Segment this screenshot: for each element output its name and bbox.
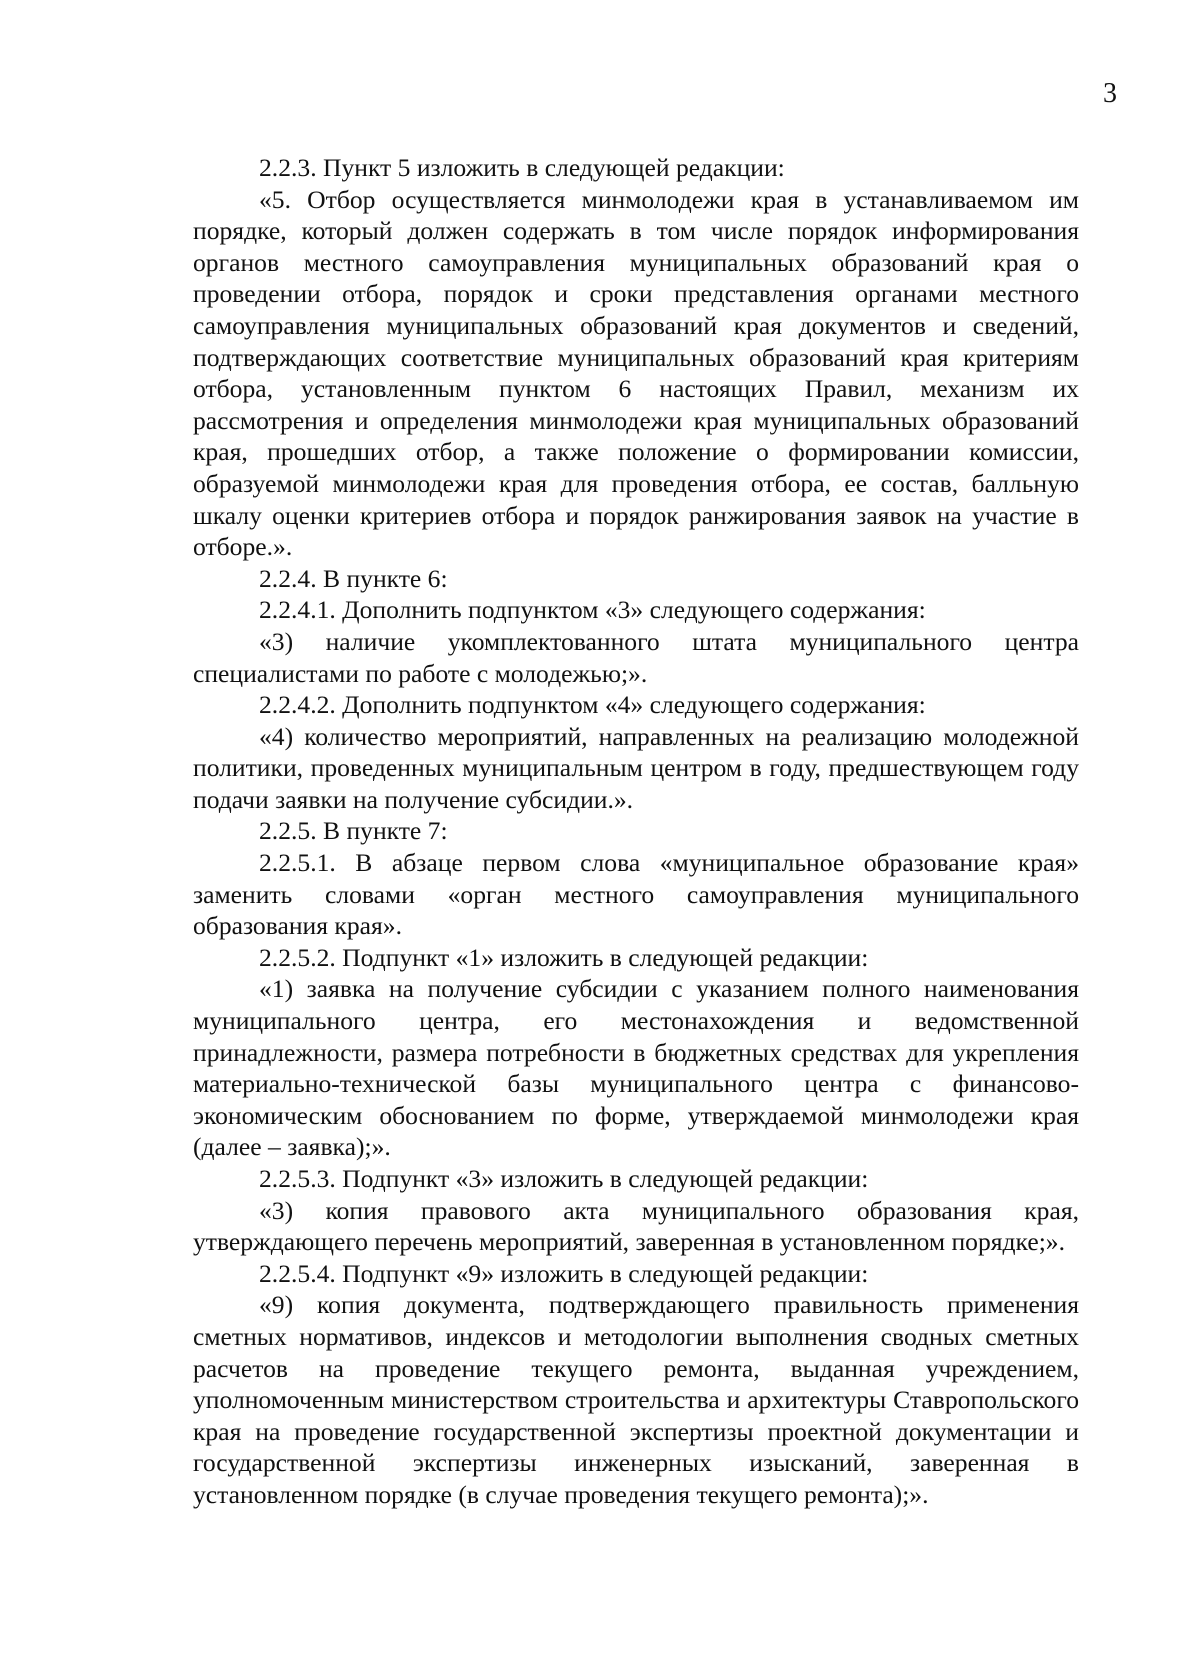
paragraph-subclause-3-new-text: «3) копия правового акта муниципального образования края, утверждающего перечень мероприятий, заверенная в установленном порядке;». [193, 1195, 1079, 1257]
paragraph-2-2-4-1: 2.2.4.1. Дополнить подпунктом «3» следующего содержания: [259, 595, 926, 625]
paragraph-subclause-3-text: «3) наличие укомплектованного штата муниципального центра специалистами по работе с молодежью;». [193, 626, 1079, 688]
paragraph-2-2-5-3: 2.2.5.3. Подпункт «3» изложить в следующей редакции: [259, 1164, 869, 1193]
paragraph-2-2-4: 2.2.4. В пункте 6: [259, 563, 448, 593]
paragraph-2-2-5-1: 2.2.5.1. В абзаце первом слова «муниципальное образование края» заменить словами «орган местного самоуправления муниципального образования края». [193, 848, 1079, 941]
paragraph-subclause-1-text: «1) заявка на получение субсидии с указанием полного наименования муниципального центра, его местонахождения и ведомственной принадлежности, размера потребности в бюджетных средствах для укрепления материально-технической базы муниципального центра с финансово-экономическим обоснованием по форме, утверждаемой минмолодежи края (далее – заявка);». [193, 974, 1079, 1162]
paragraph-2-2-5-2: 2.2.5.2. Подпункт «1» изложить в следующей редакции: [259, 942, 869, 972]
paragraph-2-2-5-4: 2.2.5.4. Подпункт «9» изложить в следующей редакции: [259, 1258, 869, 1288]
document-body [193, 152, 1079, 1511]
paragraph-subclause-4-text: «4) количество мероприятий, направленных на реализацию молодежной политики, проведенных муниципальным центром в году, предшествующем году подачи заявки на получение субсидии.». [193, 721, 1079, 814]
paragraph-2-2-4-2: 2.2.4.2. Дополнить подпунктом «4» следующего содержания: [259, 690, 926, 720]
paragraph-2-2-5: 2.2.5. В пункте 7: [259, 816, 448, 846]
page-number: 3 [1103, 78, 1117, 109]
paragraph-clause-5-text: «5. Отбор осуществляется минмолодежи края в устанавливаемом им порядке, который должен содержать в том числе порядок информирования органов местного самоуправления муниципальных образований края о проведении отбора, порядок и сроки представления органами местного самоуправления муниципальных образований края документов и сведений, подтверждающих соответствие муниципальных образований края критериям отбора, установленным пунктом 6 настоящих Правил, механизм их рассмотрения и определения минмолодежи края муниципальных образований края, прошедших отбор, а также положение о формировании комиссии, образуемой минмолодежи края для проведения отбора, ее состав, балльную шкалу оценки критериев отбора и порядок ранжирования заявок на участие в отборе.». [193, 184, 1079, 562]
paragraph-subclause-9-text: «9) копия документа, подтверждающего правильность применения сметных нормативов, индексов и методологии выполнения сводных сметных расчетов на проведение текущего ремонта, выданная учреждением, уполномоченным министерством строительства и архитектуры Ставропольского края на проведение государственной экспертизы проектной документации и государственной экспертизы инженерных изысканий, заверенная в установленном порядке (в случае проведения текущего ремонта);». [193, 1290, 1079, 1509]
paragraph-2-2-3: 2.2.3. Пункт 5 изложить в следующей редакции: [259, 153, 785, 182]
